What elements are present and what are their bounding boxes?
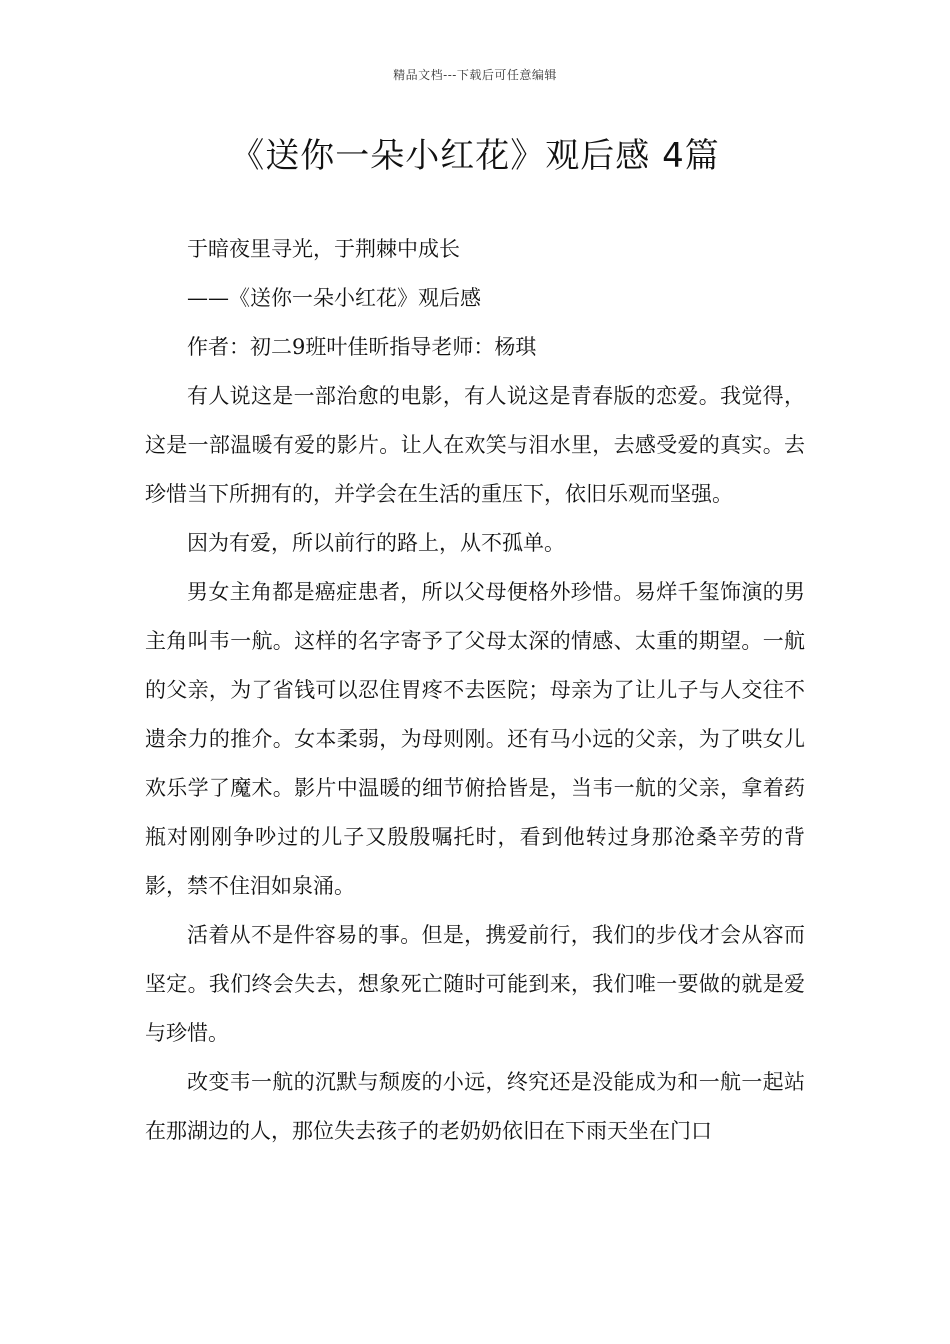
header-note: 精品文档---下载后可任意编辑 <box>393 68 557 82</box>
paragraph: 男女主角都是癌症患者，所以父母便格外珍惜。易烊千玺饰演的男主角叫韦一航。这样的名字寄予了父母太深的情感、太重的期望。一航的父亲，为了省钱可以忍住胃疼不去医院；母亲为了让儿子与人交往不遗余力的推介。女本柔弱，为母则刚。还有马小远的父亲，为了哄女儿欢乐学了魔术。影片中温暖的细节俯拾皆是，当韦一航的父亲，拿着药瓶对刚刚争吵过的儿子又殷殷嘱托时，看到他转过身那沧桑辛劳的背影，禁不住泪如泉涌。 <box>145 580 805 898</box>
page-title: 《送你一朵小红花》观后感 4篇 <box>230 136 720 176</box>
paragraph: 因为有爱，所以前行的路上，从不孤单。 <box>187 531 565 555</box>
author-line: 作者：初二9班叶佳昕指导老师：杨琪 <box>187 335 537 359</box>
paragraph: 改变韦一航的沉默与颓废的小远，终究还是没能成为和一航一起站在那湖边的人，那位失去孩子的老奶奶依旧在下雨天坐在门口 <box>145 1070 805 1143</box>
dash-subtitle-line: ——《送你一朵小红花》观后感 <box>187 286 481 310</box>
subtitle-line: 于暗夜里寻光，于荆棘中成长 <box>187 237 460 261</box>
paragraph: 有人说这是一部治愈的电影，有人说这是青春版的恋爱。我觉得，这是一部温暖有爱的影片。让人在欢笑与泪水里，去感受爱的真实。去珍惜当下所拥有的，并学会在生活的重压下，依旧乐观而坚强。 <box>145 384 805 506</box>
document-body <box>145 225 805 1156</box>
paragraph: 活着从不是件容易的事。但是，携爱前行，我们的步伐才会从容而坚定。我们终会失去，想象死亡随时可能到来，我们唯一要做的就是爱与珍惜。 <box>145 923 805 1045</box>
